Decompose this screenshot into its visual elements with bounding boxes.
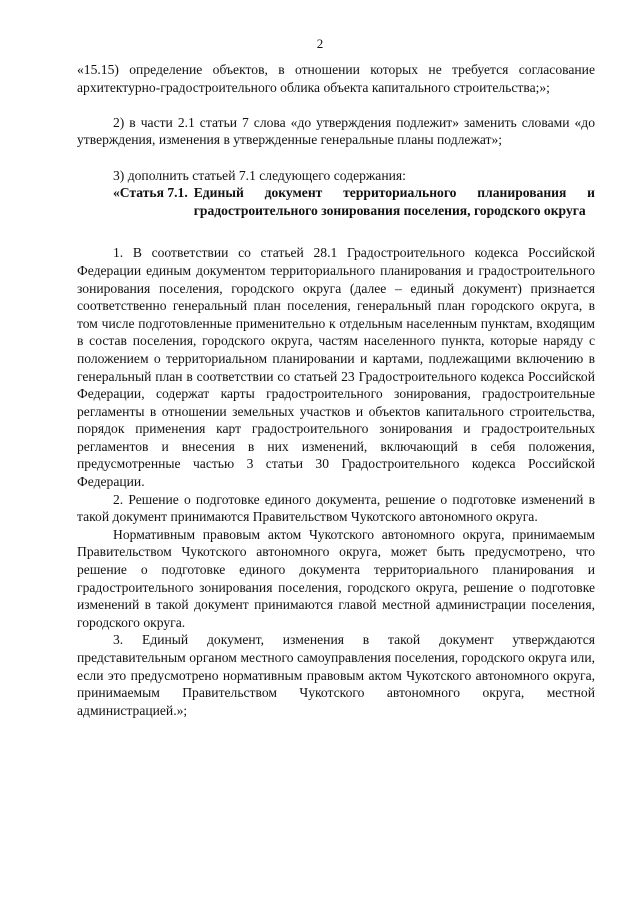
paragraph-amendment-3: 3) дополнить статьей 7.1 следующего содержания: [113, 167, 406, 183]
page-number: 2 [316, 36, 324, 51]
article-paragraph-3: 3. Единый документ, изменения в такой документ утверждаются представительным органом местного самоуправления поселения, городского округа или, если это предусмотрено нормативным правовым актом Чукотского автономного округа, принимаемым Правительством Чукотского автономного округа, местной администрацией.»; [77, 632, 595, 718]
paragraph-item-15-15: «15.15) определение объектов, в отношении которых не требуется согласование архитектурно-градостроительного облика объекта капитального строительства;»; [77, 62, 595, 95]
article-paragraph-2: 2. Решение о подготовке единого документа, решение о подготовке изменений в такой документ принимаются Правительством Чукотского автономного округа. [77, 491, 595, 525]
paragraph-amendment-2: 2) в части 2.1 статьи 7 слова «до утверждения подлежит» заменить словами «до утверждения, изменения в утвержденные генеральные планы подлежат»; [77, 114, 595, 148]
article-label: «Статья 7.1. [113, 185, 188, 201]
article-title: Единый документ территориального планирования и градостроительного зонирования поселения, городского округа [193, 185, 595, 218]
document-body [77, 61, 595, 719]
article-heading [113, 184, 595, 219]
article-paragraph-1: 1. В соответствии со статьей 28.1 Градостроительного кодекса Российской Федерации единым документом территориального планирования и градостроительного зонирования поселения, городского округа (далее – единый документ) признается соответственно генеральный план поселения, генеральный план городского округа, в том числе подготовленные применительно к отдельным населенным пунктам, входящим в состав поселения, городского округа, частям населенного пункта, которые наряду с положением о территориальном планировании и картами, подлежащими включению в генеральный план в соответствии со статьей 23 Градостроительного кодекса Российской Федерации, содержат карты градостроительного зонирования, градостроительные регламенты в отношении земельных участков и объектов капитального строительства, порядок применения карт градостроительного зонирования и градостроительных регламентов и внесения в них изменений, включающий в себя положения, предусмотренные частью 3 статьи 30 Градостроительного кодекса Российской Федерации. [77, 245, 595, 490]
article-paragraph-2-continued: Нормативным правовым актом Чукотского автономного округа, принимаемым Правительством Чукотского автономного округа, может быть предусмотрено, что решение о подготовке единого документа территориального планирования и градостроительного зонирования поселения, городского округа, решение о подготовке изменений в такой документ принимаются главой местной администрации поселения, городского округа. [77, 526, 595, 630]
